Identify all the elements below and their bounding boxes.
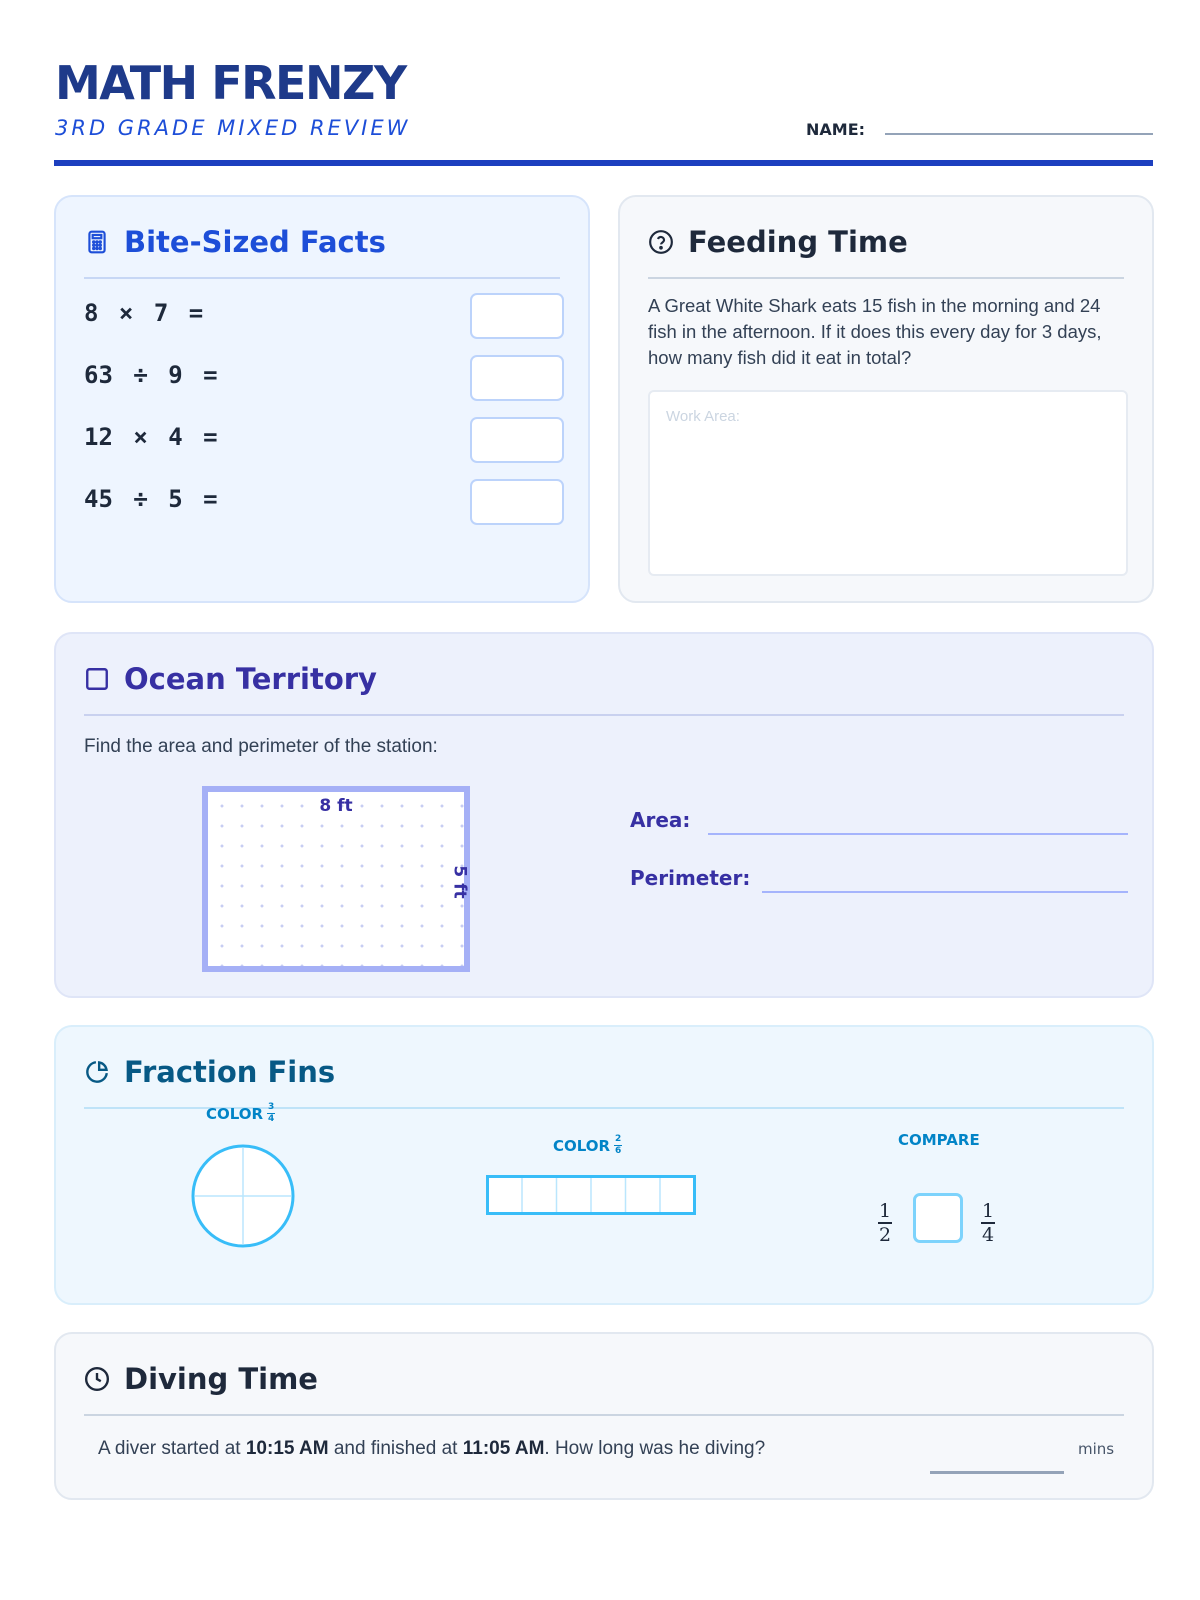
work-area-box[interactable] [648,390,1128,576]
fact-problem-4 [84,485,218,513]
question-text: . How long was he diving? [544,1438,766,1459]
fact-problem-2 [84,361,218,389]
equals-sign: = [188,299,204,327]
fact-answer-box-1[interactable] [470,293,564,339]
bar-fraction-label [553,1135,622,1156]
operand: 5 [168,485,183,513]
denominator: 4 [981,1223,995,1246]
station-rectangle [202,786,470,972]
operator: × [133,423,148,451]
width-label: 8 ft [319,796,353,816]
operand: 8 [84,299,99,327]
fraction-bar[interactable] [486,1175,696,1215]
fact-answer-box-3[interactable] [470,417,564,463]
denominator: 2 [878,1223,892,1246]
denominator: 4 [267,1114,275,1124]
ocean-instruction: Find the area and perimeter of the station: [84,736,438,757]
operand: 45 [84,485,113,513]
name-label: NAME: [806,120,866,139]
question-text: and finished at [328,1438,463,1459]
question-circle-icon [648,229,674,255]
circle-fraction-label [206,1103,275,1124]
mini-fraction [267,1103,275,1124]
operator: × [118,299,134,327]
facts-title: Bite-Sized Facts [124,225,386,259]
fraction-circle[interactable] [190,1143,296,1249]
name-field[interactable] [885,133,1153,135]
diving-card [54,1332,1154,1500]
clock-icon [84,1366,110,1392]
denominator: 6 [614,1146,622,1156]
operand: 9 [168,361,183,389]
numerator: 1 [878,1200,892,1222]
ocean-title: Ocean Territory [124,662,377,696]
diving-title: Diving Time [124,1362,318,1396]
feeding-card [618,195,1154,603]
compare-symbol-box[interactable] [913,1193,963,1243]
worksheet-subtitle: 3RD GRADE MIXED REVIEW [55,116,411,140]
question-text: A diver started at [98,1438,246,1459]
header-divider [54,160,1153,166]
facts-card [54,195,590,603]
color-instruction: COLOR [206,1104,264,1123]
equals-sign: = [203,361,218,389]
mini-fraction [614,1135,622,1156]
numerator: 2 [614,1134,622,1144]
compare-left-fraction [878,1201,892,1245]
fact-problem-3 [84,423,218,451]
operand: 63 [84,361,113,389]
facts-heading [84,225,386,259]
square-icon [84,666,110,692]
fact-problem-1 [84,299,203,327]
feeding-title: Feeding Time [688,225,908,259]
diving-question [98,1438,765,1460]
area-answer-line[interactable] [708,833,1128,835]
end-time: 11:05 AM [462,1438,545,1459]
area-label: Area: [630,808,691,832]
operand: 4 [168,423,183,451]
perimeter-answer-line[interactable] [762,891,1128,893]
feeding-divider [648,277,1124,279]
feeding-heading [648,225,908,259]
fractions-heading [84,1055,335,1089]
work-area-label: Work Area: [666,408,740,425]
compare-label: COMPARE [898,1131,980,1149]
numerator: 1 [981,1200,995,1222]
ocean-divider [84,714,1124,716]
numerator: 3 [267,1102,275,1112]
perimeter-label: Perimeter: [630,866,751,890]
fractions-title: Fraction Fins [124,1055,336,1089]
diving-heading [84,1362,318,1396]
fractions-card [54,1025,1154,1305]
pie-chart-icon [84,1059,110,1085]
color-instruction: COLOR [553,1136,611,1155]
operator: ÷ [133,485,148,513]
ocean-heading [84,662,377,696]
compare-right-fraction [981,1201,995,1245]
diving-answer-line[interactable] [930,1471,1064,1474]
equals-sign: = [203,423,218,451]
diving-divider [84,1414,1124,1416]
equals-sign: = [203,485,218,513]
word-problem-text: A Great White Shark eats 15 fish in the morning and 24 fish in the afternoon. If it does this every day for 3 days, how many fish did it eat in total? [648,295,1102,368]
height-label: 5 ft [449,865,470,899]
calculator-icon [84,229,110,255]
facts-divider [84,277,560,279]
ocean-card [54,632,1154,998]
fact-answer-box-2[interactable] [470,355,564,401]
operator: ÷ [133,361,148,389]
operand: 12 [84,423,113,451]
minutes-unit-label: mins [1078,1440,1115,1458]
fact-answer-box-4[interactable] [470,479,564,525]
worksheet-title: MATH FRENZY [55,56,406,110]
start-time: 10:15 AM [245,1438,329,1459]
operand: 7 [153,299,169,327]
